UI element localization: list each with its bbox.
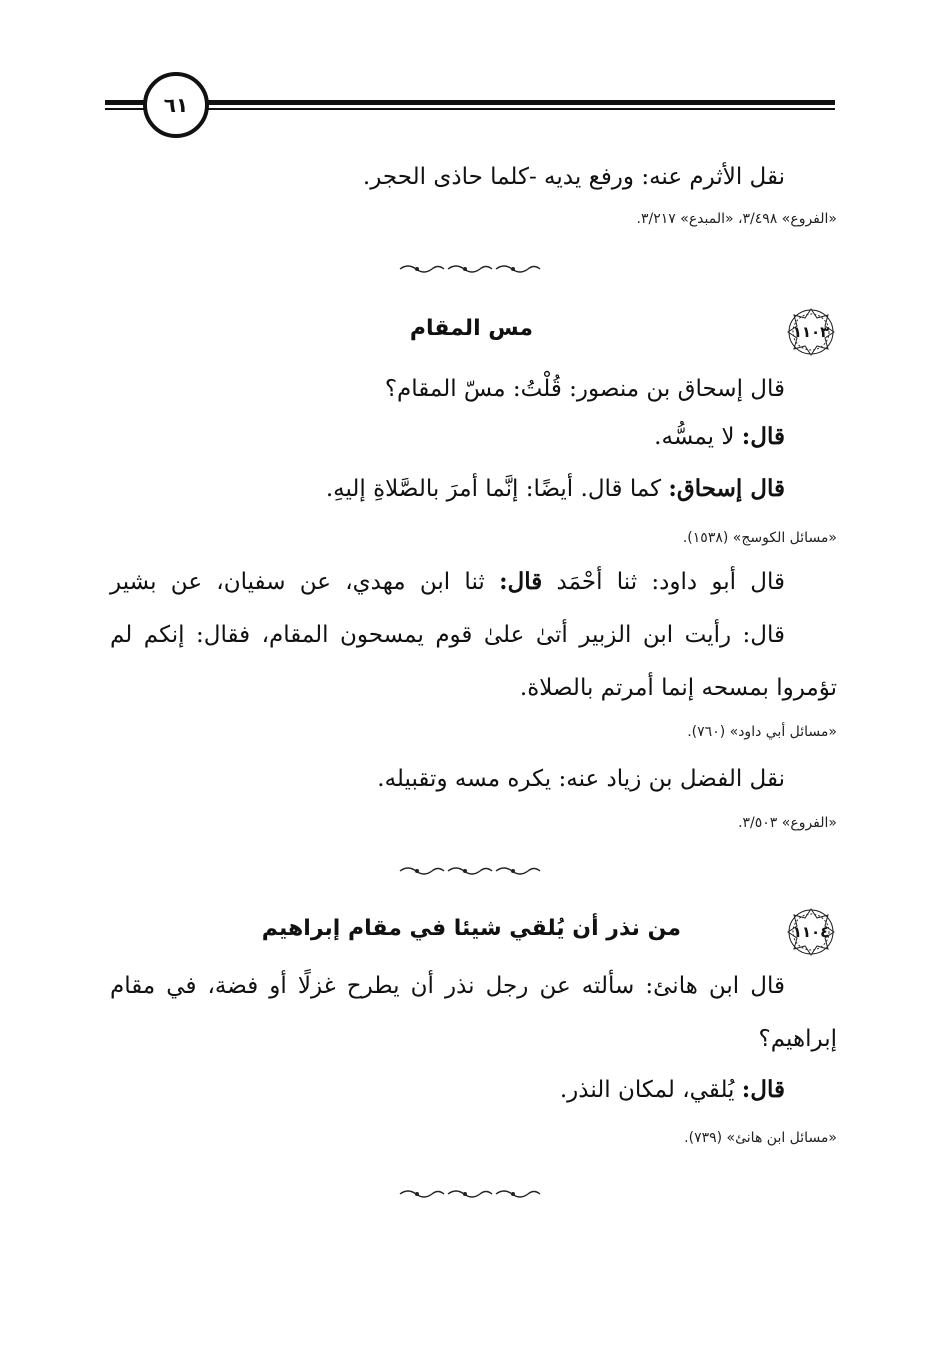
paragraph-text: قال أبو داود: ثنا أحْمَد bbox=[556, 569, 786, 595]
speaker-label: قال إسحاق: bbox=[668, 475, 785, 502]
intro-source: «الفروع» ٣/٤٩٨، «المبدع» ٣/٢١٧. bbox=[636, 211, 837, 227]
header-rule-thin bbox=[105, 108, 835, 110]
section-title: من نذر أن يُلقي شيئا في مقام إبراهيم bbox=[261, 916, 681, 941]
ornament-divider bbox=[395, 1188, 545, 1200]
paragraph-text: ثنا ابن مهدي، عن سفيان، عن بشير bbox=[110, 569, 485, 595]
ornament-divider bbox=[395, 865, 545, 877]
paragraph bbox=[654, 422, 785, 452]
ornament-divider bbox=[395, 263, 545, 275]
paragraph: قال ابن هانئ: سألته عن رجل نذر أن يطرح غزلًا أو فضة، في مقام bbox=[110, 973, 785, 999]
entry-number-badge bbox=[785, 906, 837, 958]
speaker-label: قال: bbox=[741, 1076, 785, 1103]
paragraph bbox=[326, 474, 785, 504]
paragraph: نقل الفضل بن زياد عنه: يكره مسه وتقبيله. bbox=[377, 766, 785, 792]
entry-number: ١١٠٣ bbox=[792, 323, 830, 341]
paragraph: قال: رأيت ابن الزبير أتىٰ علىٰ قوم يمسحون المقام، فقال: إنكم لم bbox=[110, 622, 785, 648]
paragraph-text: كما قال. أيضًا: إنَّما أمرَ بالصَّلاةِ إليهِ. bbox=[325, 476, 662, 502]
paragraph: تؤمروا بمسحه إنما أمرتم بالصلاة. bbox=[519, 675, 837, 701]
paragraph-text: لا يمسُّه. bbox=[654, 424, 735, 450]
entry-number: ١١٠٤ bbox=[792, 923, 830, 941]
page-header bbox=[105, 66, 835, 146]
paragraph bbox=[110, 567, 785, 597]
paragraph: قال إسحاق بن منصور: قُلْتُ: مسّ المقام؟ bbox=[384, 376, 785, 402]
speaker-label: قال: bbox=[499, 568, 543, 595]
paragraph: إبراهيم؟ bbox=[758, 1026, 837, 1052]
intro-text: نقل الأثرم عنه: ورفع يديه -كلما حاذى الحجر. bbox=[362, 164, 785, 190]
paragraph bbox=[560, 1075, 785, 1105]
entry-number-badge bbox=[785, 306, 837, 358]
page-number: ٦١ bbox=[143, 72, 209, 138]
paragraph-text: يُلقي، لمكان النذر. bbox=[559, 1077, 735, 1103]
source-citation: «مسائل ابن هانئ» (٧٣٩). bbox=[684, 1130, 837, 1146]
section-title: مس المقام bbox=[409, 316, 533, 341]
speaker-label: قال: bbox=[741, 423, 785, 450]
source-citation: «مسائل الكوسج» (١٥٣٨). bbox=[682, 530, 837, 546]
source-citation: «الفروع» ٣/٥٠٣. bbox=[738, 815, 837, 831]
header-rule bbox=[105, 100, 835, 105]
source-citation: «مسائل أبي داود» (٧٦٠). bbox=[687, 724, 837, 740]
